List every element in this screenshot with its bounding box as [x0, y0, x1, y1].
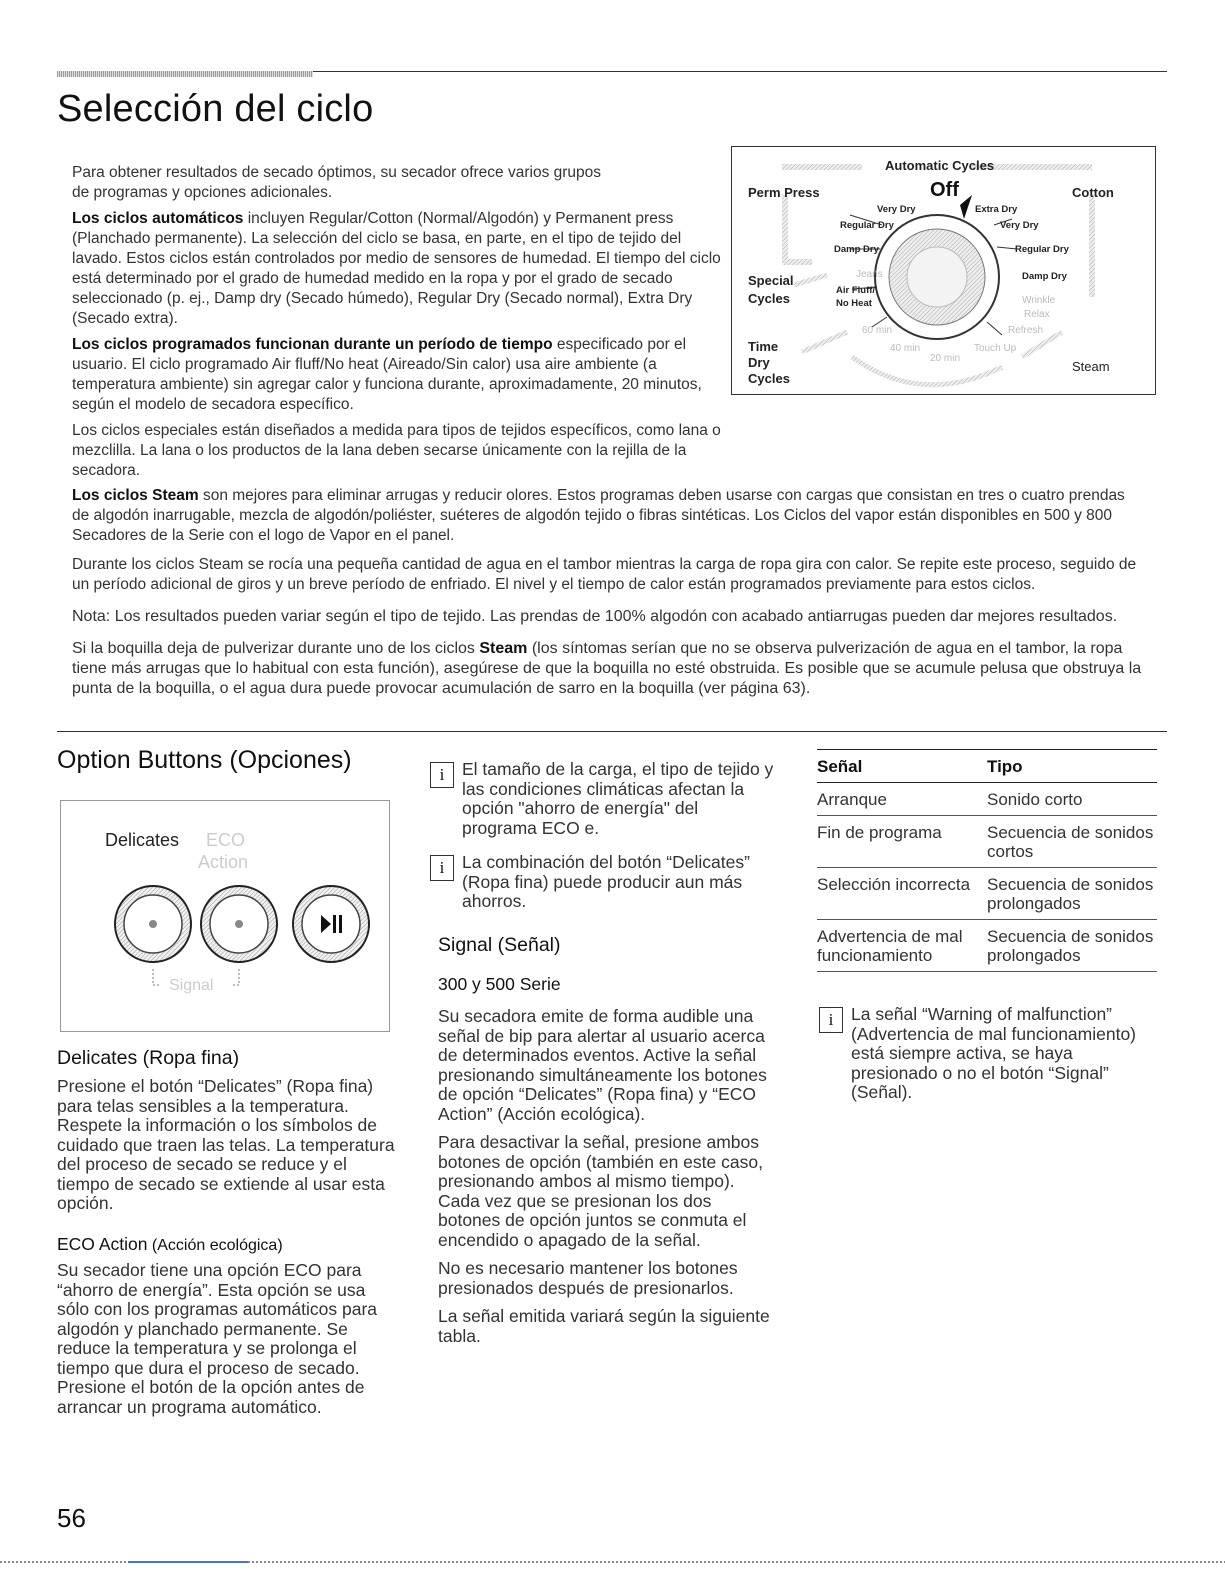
intro-block [72, 163, 724, 487]
table-cell: Arranque [817, 790, 887, 809]
table-cell: Secuencia de sonidos cortos [987, 823, 1154, 861]
paragraph-text: especificado por el usuario. El ciclo programado Air fluff/No heat (Aireado/Sin calor) usa aire ambiente (a temperatura ambiente) sin agregar calor y funciona durante, aproximadamente, 20 minutos, según el modelo de secadora específico. [72, 336, 702, 413]
bold-lead: Los ciclos automáticos [72, 210, 244, 227]
steam-block [72, 486, 1142, 705]
table-row [817, 868, 1157, 920]
eco-action-text: Su secador tiene una opción ECO para “ahorro de energía”. Esta opción se usa sólo con los programas automáticos para algodón y planchado permanente. Se reduce la temperatura y se prolonga el tiempo que dura el proceso de secado. Presione el botón de la opción antes de arrancar un programa automático. [57, 1260, 378, 1417]
info-icon: i [819, 1007, 843, 1033]
touch-up-label: Touch Up [974, 343, 1017, 354]
bold-lead: Los ciclos programados funcionan durante un período de tiempo [72, 336, 553, 353]
info-note-1 [430, 760, 775, 838]
relax-label: Relax [1024, 309, 1050, 320]
very-dry-right-label: Very Dry [1000, 220, 1039, 231]
table-row [817, 920, 1157, 972]
steam-paragraph-2: Durante los ciclos Steam se rocía una pequeña cantidad de agua en el tambor mientras la carga de ropa gira con calor. Se repite este proceso, seguido de un período adicional de giros y un breve período de enfriado. El nivel y el tiempo de calor están programados previamente para estos ciclos. [72, 556, 1137, 593]
info-note-text: La señal “Warning of malfunction” (Advertencia de mal funcionamiento) está siempre activa, se haya presionado o no el botón “Signal” (Señal). [851, 1004, 1137, 1102]
signal-body [438, 1007, 778, 1355]
paragraph-text: (los síntomas serían que no se observa pulverización de agua en el tambor, la ropa tiene más arrugas que lo habitual con esta función), asegúrese de que la boquilla no esté obstruida. Es posible que se acumule pelusa que obstruya la punta de la boquilla, o el agua dura puede provocar acumulación de sarro en la boquilla (ver página 63). [72, 640, 1142, 697]
table-cell: Fin de programa [817, 823, 942, 842]
perm-press-bracket [785, 195, 812, 262]
signal-heading: Signal (Señal) [438, 934, 561, 956]
table-header-row [817, 750, 1157, 783]
cycle-dial-diagram [731, 146, 1156, 395]
action-panel-label: Action [198, 852, 249, 872]
automatic-cycles-label: Automatic Cycles [885, 158, 995, 173]
special-label: Special [748, 273, 794, 288]
info-icon: i [430, 855, 454, 881]
refresh-label: Refresh [1008, 325, 1044, 336]
table-cell: Secuencia de sonidos prolongados [987, 927, 1154, 965]
time-label: Time [748, 339, 779, 354]
bold-inline: Steam [479, 640, 528, 657]
eco-heading-main: ECO Action [57, 1234, 148, 1254]
footer-accent [128, 1561, 248, 1563]
table-header-type: Tipo [987, 757, 1023, 776]
eco-action-button[interactable] [189, 886, 265, 962]
signal-paragraph-4: La señal emitida variará según la siguiente tabla. [438, 1306, 770, 1346]
signal-paragraph-3: No es necesario mantener los botones presionados después de presionarlos. [438, 1258, 738, 1298]
extra-dry-label: Extra Dry [975, 204, 1018, 215]
steam-paragraph-4 [72, 639, 1142, 699]
time-dry-cycles-label: Cycles [748, 371, 790, 386]
table-cell: Selección incorrecta [817, 875, 971, 894]
start-pause-button[interactable] [281, 886, 357, 962]
perm-press-label: Perm Press [748, 185, 820, 200]
dry-label: Dry [748, 355, 770, 370]
60-min-label: 60 min [862, 325, 893, 336]
table-row [817, 816, 1157, 868]
info-note-2 [430, 853, 775, 912]
dial-pointer [960, 195, 972, 219]
option-buttons-heading: Option Buttons (Opciones) [57, 746, 352, 774]
intro-paragraph-2 [72, 209, 724, 329]
damp-dry-left-label: Damp Dry [834, 244, 879, 255]
special-bracket [794, 275, 827, 285]
top-rule-hatch [57, 71, 313, 77]
signal-panel-label: Signal [169, 977, 214, 994]
cotton-label: Cotton [1072, 185, 1114, 200]
no-heat-label: No Heat [836, 298, 872, 309]
dial-knob-center [907, 247, 967, 307]
jeans-label: Jeans [856, 269, 883, 280]
signal-paragraph-2: Para desactivar la señal, presione ambos botones de opción (también en este caso, presionando ambos al mismo tiempo). Cada vez que se presionan los dos botones de opción juntos se conmuta el encendido o apagado de la señal. [438, 1132, 763, 1250]
off-label: Off [930, 179, 959, 201]
signal-paragraph-1: Su secadora emite de forma audible una señal de bip para alertar al usuario acerca de determinados eventos. Active la señal presionando simultáneamente los botones de opción “Delicates” (Ropa fina) y “ECO Action” (Acción ecológica). [438, 1006, 767, 1124]
eco-panel-label: ECO [206, 830, 246, 850]
intro-paragraph-3 [72, 335, 724, 415]
very-dry-left-label: Very Dry [877, 204, 916, 215]
regular-dry-left-label: Regular Dry [840, 220, 894, 231]
intro-paragraph-1: Para obtener resultados de secado óptimos, su secador ofrece varios grupos de programas y opciones adicionales. [72, 164, 602, 201]
eco-heading-sub: (Acción ecológica) [147, 1237, 283, 1254]
time-bracket [802, 332, 847, 352]
delicates-button[interactable] [103, 886, 179, 962]
info-icon: i [430, 762, 454, 788]
20-min-label: 20 min [930, 353, 961, 364]
cycles-label: Cycles [748, 291, 790, 306]
info-note-text: La combinación del botón “Delicates” (Ropa fina) puede producir aun más ahorros. [462, 852, 750, 911]
table-header-signal: Señal [817, 757, 863, 776]
steam-paragraph-1 [72, 486, 1142, 546]
info-note-3 [819, 1005, 1159, 1103]
table-cell: Advertencia de mal funcionamiento [817, 927, 963, 965]
delicates-panel-label: Delicates [105, 830, 180, 850]
section-divider [57, 731, 1167, 732]
option-panel-illustration [60, 800, 390, 1032]
paragraph-text: Si la boquilla deja de pulverizar durante uno de los ciclos [72, 640, 480, 657]
steam-note: Nota: Los resultados pueden variar según el tipo de tejido. Las prendas de 100% algodón con acabado antiarrugas pueden dar mejores resultados. [72, 608, 1118, 625]
bold-lead: Los ciclos Steam [72, 487, 199, 504]
damp-dry-right-label: Damp Dry [1022, 271, 1067, 282]
page-number: 56 [57, 1503, 86, 1533]
signal-table [817, 749, 1157, 972]
table-cell: Secuencia de sonidos prolongados [987, 875, 1154, 913]
delicates-heading: Delicates (Ropa fina) [57, 1047, 240, 1069]
info-note-text: El tamaño de la carga, el tipo de tejido y las condiciones climáticas afectan la opción "ahorro de energía" del programa ECO e. [462, 759, 774, 838]
signal-table-container [817, 749, 1157, 972]
series-heading: 300 y 500 Serie [438, 974, 561, 994]
regular-dry-right-label: Regular Dry [1015, 244, 1069, 255]
air-fluff-label: Air Fluff/ [836, 285, 876, 296]
intro-paragraph-4: Los ciclos especiales están diseñados a medida para tipos de tejidos específicos, como lana o mezclilla. La lana o los productos de la lana deben secarse únicamente con la rejilla de la secadora. [72, 422, 721, 479]
wrinkle-label: Wrinkle [1022, 295, 1056, 306]
steam-label: Steam [1072, 359, 1110, 374]
40-min-label: 40 min [890, 343, 921, 354]
table-row [817, 783, 1157, 816]
paragraph-text: son mejores para eliminar arrugas y reducir olores. Estos programas deben usarse con cargas que consistan en tres o cuatro prendas de algodón inarrugable, mezcla de algodón/poliéster, suéteres de algodón tejido o fibras sintéticas. Los Ciclos del vapor están disponibles en 500 y 800 Secadores de la Serie con el logo de Vapor en el panel. [72, 487, 1125, 544]
page-title: Selección del ciclo [57, 88, 374, 130]
table-cell: Sonido corto [987, 790, 1083, 809]
delicates-text: Presione el botón “Delicates” (Ropa fina) para telas sensibles a la temperatura. Respete la información o los símbolos de cuidado que traen las telas. La temperatura del proceso de secado se reduce y el tiempo de secado se extiende al usar esta opción. [57, 1076, 395, 1213]
paragraph-text: incluyen Regular/Cotton (Normal/Algodón) y Permanent press (Planchado permanente). La selección del ciclo se basa, en parte, en el tipo de tejido del lavado. Estos ciclos están controlados por medio de sensores de humedad. El tiempo del ciclo está determinado por el grado de humedad medido en la ropa y por el grado de secado seleccionado (p. ej., Damp dry (Secado húmedo), Regular Dry (Secado normal), Extra Dry (Secado extra). [72, 210, 721, 327]
bottom-arc [852, 357, 1002, 385]
eco-action-heading [57, 1234, 283, 1255]
